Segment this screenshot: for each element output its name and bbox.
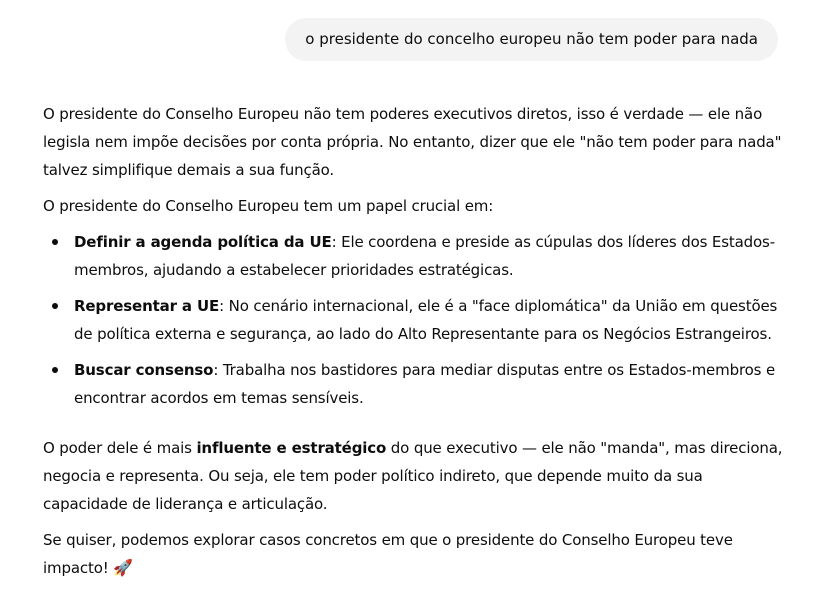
list-item-text: : No cenário internacional, ele é a "face diplomática" da União em questões de política externa e segurança, ao lado do Alto Representante para os Negócios Estrangeiros.	[74, 297, 778, 343]
list-item-text: : Trabalha nos bastidores para mediar disputas entre os Estados-membros e encontrar acordos em temas sensíveis.	[74, 361, 776, 407]
list-item-text: : Ele coordena e preside as cúpulas dos líderes dos Estados-membros, ajudando a estabelecer prioridades estratégicas.	[74, 233, 775, 279]
list-item	[74, 292, 788, 348]
closing-text: Se quiser, podemos explorar casos concretos em que o presidente do Conselho Europeu teve impacto!	[43, 531, 733, 577]
bullet-dot	[52, 303, 58, 309]
list-item	[74, 356, 788, 412]
summary-emphasis: influente e estratégico	[196, 439, 387, 457]
assistant-intro-paragraph: O presidente do Conselho Europeu não tem poderes executivos diretos, isso é verdade — ele não legisla nem impõe decisões por conta própria. No entanto, dizer que ele "não tem poder para nada" talvez simplifique demais a sua função.	[43, 105, 782, 179]
role-list	[43, 228, 788, 412]
list-item-title: Definir a agenda política da UE	[74, 233, 332, 251]
spacer	[43, 420, 788, 434]
assistant-closing-paragraph	[43, 526, 788, 582]
list-item-title: Representar a UE	[74, 297, 220, 315]
list-item-title: Buscar consenso	[74, 361, 214, 379]
summary-text-start: O poder dele é mais	[43, 439, 197, 457]
bullet-dot	[52, 239, 58, 245]
summary-text-end: do que executivo — ele não "manda", mas direciona, negocia e representa. Ou seja, ele tem poder político indireto, que depende muito da sua capacidade de liderança e articulação.	[43, 439, 783, 513]
rocket-icon: 🚀	[113, 558, 134, 577]
assistant-message	[43, 100, 788, 590]
user-message-bubble	[285, 18, 778, 61]
list-item	[74, 228, 788, 284]
bullet-dot	[52, 367, 58, 373]
assistant-summary-paragraph	[43, 434, 788, 518]
user-message-text: o presidente do concelho europeu não tem poder para nada	[305, 30, 758, 48]
assistant-lead-paragraph: O presidente do Conselho Europeu tem um papel crucial em:	[43, 197, 494, 215]
